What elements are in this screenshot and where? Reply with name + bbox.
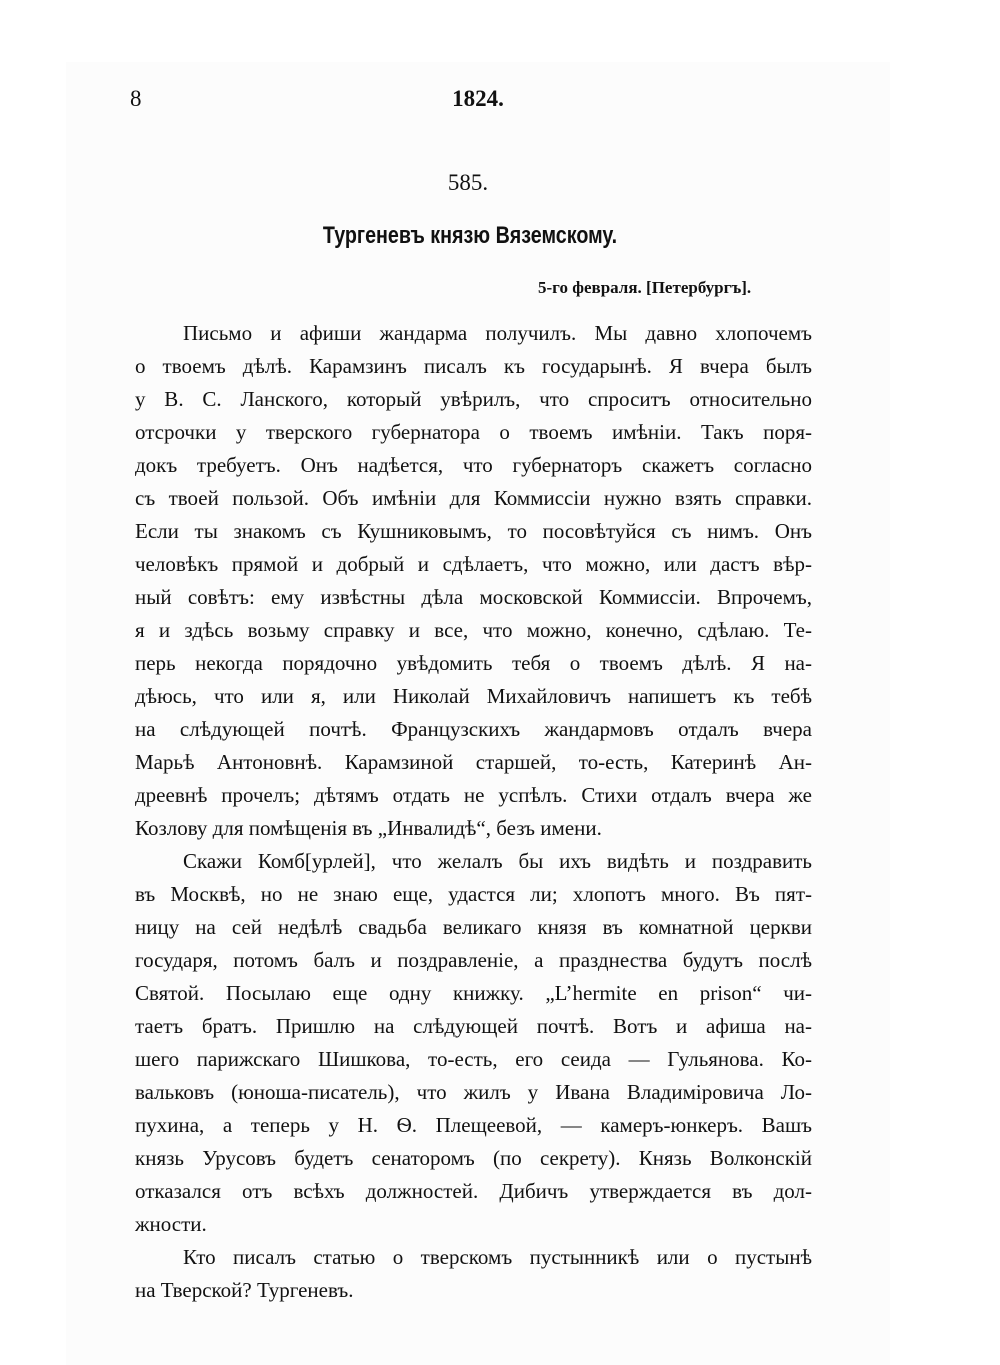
text-line: о твоемъ дѣлѣ. Карамзинъ писалъ къ государынѣ. Я вчера былъ: [135, 354, 812, 378]
text-line: шего парижскаго Шишкова, то-есть, его сеида — Гульянова. Ко-: [135, 1047, 812, 1071]
letter-number: 585.: [447, 170, 489, 195]
text-line: дѣюсь, что или я, или Николай Михайловичъ напишетъ къ тебѣ: [135, 684, 812, 708]
text-line: государя, потомъ балъ и поздравленіе, а празднества будутъ послѣ: [135, 948, 812, 972]
text-line: докъ требуетъ. Онъ надѣется, что губернаторъ скажетъ согласно: [135, 453, 812, 477]
page-number: 8: [130, 86, 142, 111]
text-line: въ Москвѣ, но не знаю еще, удастся ли; хлопотъ много. Въ пят-: [135, 882, 812, 906]
text-line: Скажи Комб[урлей], что желалъ бы ихъ видѣть и поздравить: [183, 849, 812, 873]
text-line: Письмо и афиши жандарма получилъ. Мы давно хлопочемъ: [183, 321, 812, 345]
text-line: Кто писалъ статью о тверскомъ пустынникѣ или о пустынѣ: [183, 1245, 812, 1269]
letter-title: Тургеневъ князю Вяземскому.: [322, 222, 618, 249]
letter-body: [135, 317, 812, 1307]
text-line: съ твоей пользой. Объ имѣніи для Коммиссіи нужно взять справки.: [135, 486, 812, 510]
text-line: вальковъ (юноша-писатель), что жилъ у Ивана Владиміровича Ло-: [135, 1080, 812, 1104]
text-line: на слѣдующей почтѣ. Французскихъ жандармовъ отдалъ вчера: [135, 717, 812, 741]
text-line: отказался отъ всѣхъ должностей. Дибичъ утверждается въ дол-: [135, 1179, 812, 1203]
text-line: дреевнѣ прочелъ; дѣтямъ отдать не успѣлъ. Стихи отдалъ вчера же: [135, 783, 812, 807]
text-line: князь Урусовъ будетъ сенаторомъ (по секрету). Князь Волконскій: [135, 1146, 812, 1170]
text-line: Марьѣ Антоновнѣ. Карамзиной старшей, то-есть, Катеринѣ Ан-: [135, 750, 812, 774]
text-line: ный совѣтъ: ему извѣстны дѣла московской Коммиссіи. Впрочемъ,: [135, 585, 812, 609]
text-line: на Тверской? Тургеневъ.: [135, 1278, 354, 1302]
text-line: ницу на сей недѣлѣ свадьба великаго князя въ комнатной церкви: [135, 915, 812, 939]
text-line: отсрочки у тверского губернатора о твоемъ имѣніи. Такъ поря-: [135, 420, 812, 444]
text-line: Если ты знакомъ съ Кушниковымъ, то посовѣтуйся съ нимъ. Онъ: [135, 519, 812, 543]
text-line: перь некогда порядочно увѣдомить тебя о твоемъ дѣлѣ. Я на-: [135, 651, 812, 675]
text-line: пухина, а теперь у Н. Ѳ. Плещеевой, — камеръ-юнкеръ. Вашъ: [135, 1113, 812, 1137]
text-line: человѣкъ прямой и добрый и сдѣлаетъ, что можно, или дастъ вѣр-: [135, 552, 812, 576]
text-line: у В. С. Ланского, который увѣрилъ, что спроситъ относительно: [135, 387, 812, 411]
letter-date: 5-го февраля. [Петербургъ].: [538, 278, 752, 297]
text-line: Козлову для помѣщенія въ „Инвалидѣ“, безъ имени.: [135, 816, 602, 840]
text-line: Святой. Посылаю еще одну книжку. „L’hermite en prison“ чи-: [135, 981, 812, 1005]
text-line: жности.: [135, 1212, 207, 1236]
text-line: таетъ братъ. Пришлю на слѣдующей почтѣ. Вотъ и афиша на-: [135, 1014, 812, 1038]
text-line: я и здѣсь возьму справку и все, что можно, конечно, сдѣлаю. Те-: [135, 618, 812, 642]
running-header-year: 1824.: [452, 86, 504, 111]
